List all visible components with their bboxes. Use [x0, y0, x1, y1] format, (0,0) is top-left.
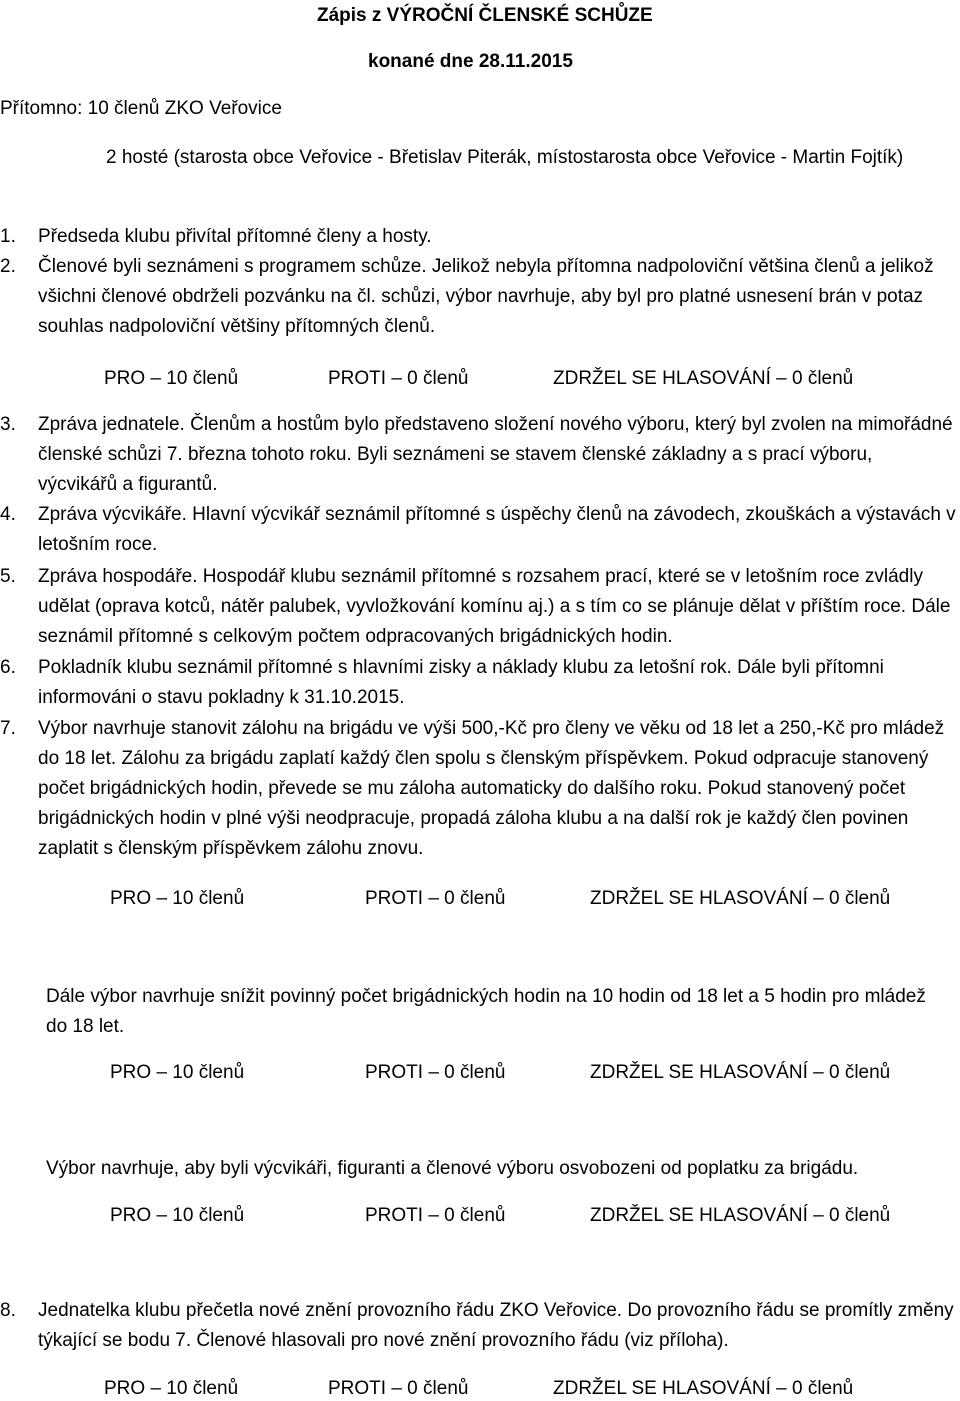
- vote-pro: PRO – 10 členů: [104, 1378, 239, 1399]
- attendance: Přítomno: 10 členů ZKO Veřovice: [0, 98, 282, 119]
- item-text: Pokladník klubu seznámil přítomné s hlavními zisky a náklady klubu za letošní rok. Dále byli přítomni informováni o stavu pokladny k 31.10.2015.: [38, 657, 884, 708]
- vote-pro: PRO – 10 členů: [110, 1062, 245, 1083]
- item-text: Jednatelka klubu přečetla nové znění provozního řádu ZKO Veřovice. Do provozního řádu se promítly změny týkající se bodu 7. Členové hlasovali pro nové znění provozního řádu (viz příloha).: [38, 1300, 954, 1351]
- vote-pro: PRO – 10 členů: [110, 1205, 245, 1226]
- item-text: Členové byli seznámeni s programem schůze. Jelikož nebyla přítomna nadpoloviční většina členů a jelikož všichni členové obdrželi pozvánku na čl. schůzi, výbor navrhuje, aby byl pro platné usnesení brán v potaz souhlas nadpoloviční většiny přítomných členů.: [38, 256, 934, 337]
- vote-pro: PRO – 10 členů: [110, 888, 245, 909]
- vote-pro: PRO – 10 členů: [104, 368, 239, 389]
- vote-abstain: ZDRŽEL SE HLASOVÁNÍ – 0 členů: [553, 1378, 854, 1399]
- hours-proposal: Dále výbor navrhuje snížit povinný počet brigádnických hodin na 10 hodin od 18 let a 5 hodin pro mládež do 18 let.: [46, 986, 926, 1037]
- item-number: 1.: [0, 226, 16, 247]
- meeting-date: konané dne 28.11.2015: [368, 51, 573, 72]
- item-number: 2.: [0, 256, 16, 277]
- vote-proti: PROTI – 0 členů: [365, 1062, 506, 1083]
- vote-proti: PROTI – 0 členů: [328, 1378, 469, 1399]
- vote-proti: PROTI – 0 členů: [365, 888, 506, 909]
- item-text: Zpráva hospodáře. Hospodář klubu seznámil přítomné s rozsahem prací, které se v letošním roce zvládly udělat (oprava kotců, nátěr palubek, vyvložkování komínu aj.) a s tím co se plánuje dělat v příštím roce. Dále seznámil přítomné s celkovým počtem odpracovaných brigádnických hodin.: [38, 566, 951, 647]
- vote-abstain: ZDRŽEL SE HLASOVÁNÍ – 0 členů: [590, 1205, 891, 1226]
- item-number: 6.: [0, 657, 16, 678]
- item-text: Výbor navrhuje stanovit zálohu na brigádu ve výši 500,-Kč pro členy ve věku od 18 let a 250,-Kč pro mládež do 18 let. Zálohu za brigádu zaplatí každý člen spolu s členským příspěvkem. Pokud odpracuje stanovený počet brigádnických hodin, převede se mu záloha automaticky do dalšího roku. Pokud stanovený počet brigádnických hodin v plné výši neodpracuje, propadá záloha klubu a na další rok je každý člen povinen zaplatit s členským příspěvkem zálohu znovu.: [38, 718, 945, 859]
- item-number: 5.: [0, 566, 16, 587]
- vote-proti: PROTI – 0 členů: [328, 368, 469, 389]
- item-text: Předseda klubu přivítal přítomné členy a hosty.: [38, 226, 432, 247]
- exemption-proposal: Výbor navrhuje, aby byli výcvikáři, figuranti a členové výboru osvobozeni od poplatku za brigádu.: [46, 1158, 859, 1179]
- vote-abstain: ZDRŽEL SE HLASOVÁNÍ – 0 členů: [553, 368, 854, 389]
- item-number: 4.: [0, 504, 16, 525]
- document-title: Zápis z VÝROČNÍ ČLENSKÉ SCHŮZE: [317, 5, 653, 26]
- vote-abstain: ZDRŽEL SE HLASOVÁNÍ – 0 členů: [590, 888, 891, 909]
- item-text: Zpráva výcvikáře. Hlavní výcvikář seznámil přítomné s úspěchy členů na závodech, zkouškách a výstavách v letošním roce.: [38, 504, 956, 555]
- item-number: 7.: [0, 718, 16, 739]
- item-text: Zpráva jednatele. Členům a hostům bylo představeno složení nového výboru, který byl zvolen na mimořádné členské schůzi 7. března tohoto roku. Byli seznámeni se stavem členské základny a s prací výboru, výcvikářů a figurantů.: [38, 414, 953, 495]
- vote-abstain: ZDRŽEL SE HLASOVÁNÍ – 0 členů: [590, 1062, 891, 1083]
- vote-proti: PROTI – 0 členů: [365, 1205, 506, 1226]
- item-number: 8.: [0, 1300, 16, 1321]
- guests: 2 hosté (starosta obce Veřovice - Břetislav Piterák, místostarosta obce Veřovice - Martin Fojtík): [106, 147, 904, 168]
- item-number: 3.: [0, 414, 16, 435]
